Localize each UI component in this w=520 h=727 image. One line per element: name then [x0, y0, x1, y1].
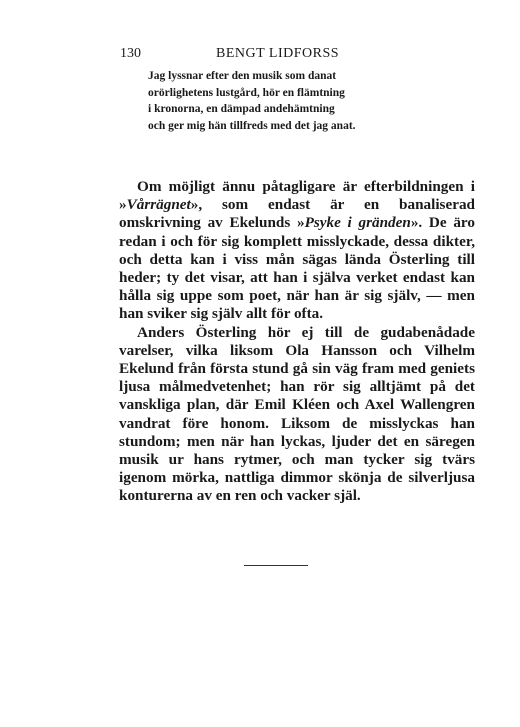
- poem-line: Jag lyssnar efter den musik som danat: [148, 70, 337, 82]
- running-title: BENGT LIDFORSS: [216, 46, 340, 61]
- section-divider: [244, 565, 308, 566]
- paragraph-text: Om möjligt ännu påtagligare är efterbildningen i »: [119, 178, 475, 214]
- poem-quote: [148, 68, 356, 134]
- poem-line: orörlighetens lustgård, hör en flämtning: [148, 86, 345, 99]
- poem-line: i kronorna, en dämpad andehämtning: [148, 103, 335, 115]
- poem-title-italic: Vårrägnet: [126, 196, 191, 214]
- paragraph-text: ». De äro redan i och för sig komplett misslyckade, dessa dikter, och detta kan i viss mån sägas lända Österling till heder; ty det visar, att han i själva verket endast kan hålla sig uppe som poet, när han är sig själv, — men han sviker sig själv allt för ofta.: [119, 214, 475, 323]
- book-title-italic: Psyke i gränden: [304, 214, 411, 232]
- poem-line: och ger mig hän tillfreds med det jag anat.: [148, 119, 356, 132]
- paragraph-text: », som endast är en banaliserad omskrivning av Ekelunds »: [119, 196, 475, 232]
- body-text: [119, 178, 475, 506]
- paragraph-2: Anders Österling hör ej till de gudabenådade varelser, vilka liksom Ola Hansson och Vilhelm Ekelund från första stund gå sin väg fram med geniets ljusa målmedvetenhet; han rör sig alltjämt på det vanskliga plan, där Emil Kléen och Axel Wallengren vandrat före honom. Liksom de misslyckas han stundom; men när han lyckas, ljuder det en säregen musik ur hans rytmer, och man tycker sig tvärs igenom mörka, nattliga dimmor skönja de silverljusa konturerna av en ren och vacker själ.: [119, 323, 475, 505]
- paragraph-1: [119, 178, 475, 324]
- page-number: 130: [120, 46, 141, 61]
- page-header: [120, 46, 450, 66]
